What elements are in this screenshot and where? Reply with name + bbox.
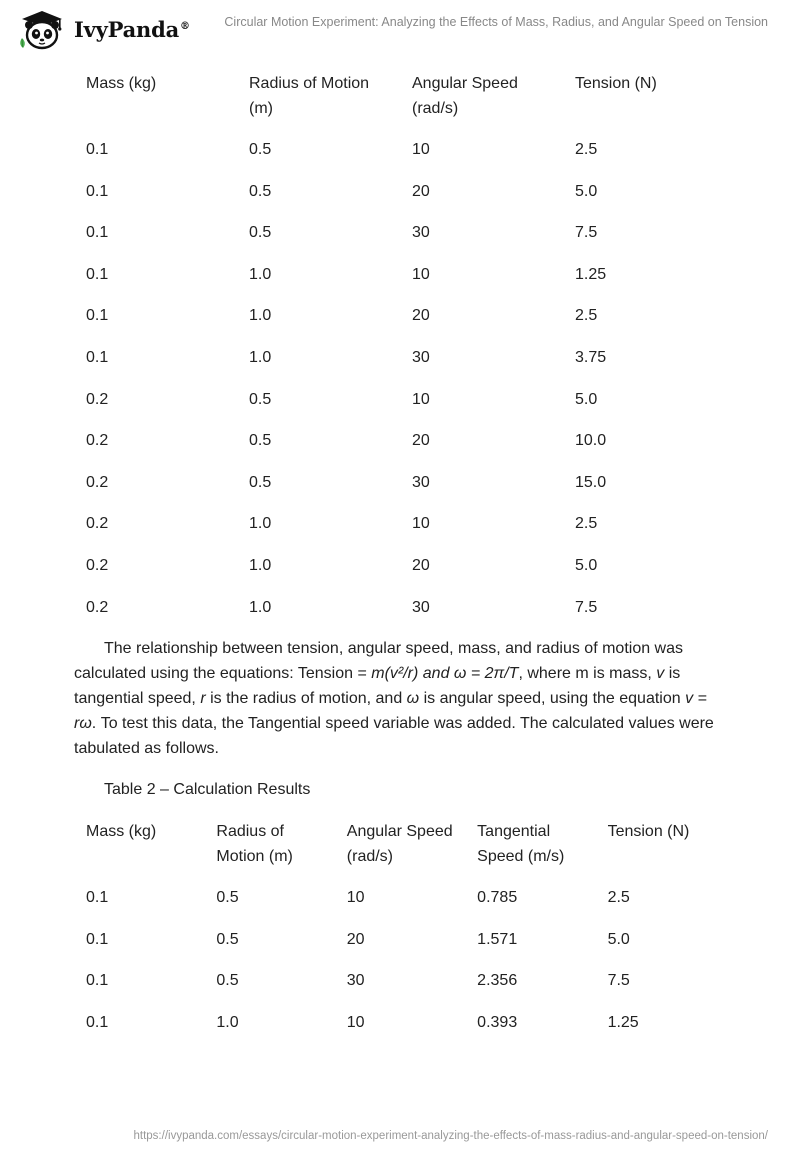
document-title: Circular Motion Experiment: Analyzing the Effects of Mass, Radius, and Angular Speed on Tension (224, 15, 768, 29)
table-cell: 1.0 (249, 265, 272, 283)
table-row (74, 511, 726, 553)
table-cell: 20 (412, 432, 430, 450)
registered-mark: ® (180, 20, 190, 32)
table-row (74, 885, 726, 927)
table-cell: 0.393 (477, 1013, 518, 1031)
table-cell: 0.5 (249, 473, 272, 491)
table-cell: 0.5 (216, 930, 239, 948)
table-row (74, 470, 726, 512)
table-cell: 20 (346, 930, 365, 948)
table-cell: 1.0 (249, 556, 272, 574)
text-run: The relationship between tension, angular speed, mass, and radius of motion was calculated using the equations: Tension = (74, 640, 684, 682)
table-cell: 0.1 (86, 889, 109, 906)
header-cell: Angular Speed (rad/s) (346, 823, 453, 865)
table-cell: 0.1 (86, 972, 109, 990)
table-cell: 0.1 (86, 224, 109, 242)
table-cell: 2.5 (575, 515, 598, 533)
table-cell: 0.2 (86, 390, 109, 408)
table-cell: 0.1 (86, 930, 109, 948)
table-cell: 1.0 (216, 1013, 239, 1031)
logo-wordmark (74, 17, 190, 42)
table-cell: 10.0 (575, 432, 607, 450)
table-body (74, 885, 726, 1051)
table-row (74, 262, 726, 304)
ivypanda-logo[interactable] (16, 8, 190, 50)
header-cell: Tension (N) (575, 75, 657, 92)
table-cell: 1.571 (477, 930, 518, 948)
table-cell: 1.0 (249, 307, 272, 325)
table-cell: 0.2 (86, 515, 109, 533)
header-cell: Radius of Motion (m) (249, 75, 370, 117)
logo-text: IvyPanda (74, 16, 180, 42)
table-cell: 0.1 (86, 307, 109, 325)
table-cell: 0.1 (86, 265, 109, 283)
table-cell: 30 (412, 598, 430, 616)
table-cell: 0.5 (216, 972, 239, 990)
table-cell: 5.0 (575, 556, 598, 574)
table-row (74, 345, 726, 387)
table-cell: 5.0 (575, 390, 598, 408)
table-cell: 7.5 (575, 598, 598, 616)
tension-equation: m(v²/r) and ω = 2π/T (371, 665, 519, 682)
table-row (74, 179, 726, 221)
table-cell: 2.5 (607, 889, 630, 906)
table-cell: 10 (346, 889, 365, 906)
table-cell: 10 (412, 141, 430, 158)
table-cell: 1.0 (249, 348, 272, 366)
table-row (74, 137, 726, 179)
table-row (74, 968, 726, 1010)
table-row (74, 387, 726, 429)
table-cell: 1.25 (575, 265, 607, 283)
text-run: is tangential speed, (74, 665, 681, 707)
table-cell: 7.5 (575, 224, 598, 242)
header-cell: Tangential Speed (m/s) (477, 823, 565, 865)
table-cell: 1.0 (249, 515, 272, 533)
speed-equation: v = rω (74, 690, 707, 732)
table-cell: 0.1 (86, 348, 109, 366)
header-cell: Radius of Motion (m) (216, 823, 293, 865)
table-cell: 0.2 (86, 556, 109, 574)
table-cell: 2.356 (477, 972, 518, 990)
table-cell: 1.0 (249, 598, 272, 616)
header-cell: Angular Speed (rad/s) (412, 75, 518, 117)
table-cell: 2.5 (575, 307, 598, 325)
table-cell: 0.1 (86, 182, 109, 200)
table-cell: 0.1 (86, 141, 109, 158)
table-cell: 3.75 (575, 348, 607, 366)
text-run: , where m is mass, (518, 665, 657, 682)
table-header-row (74, 71, 726, 137)
source-url[interactable]: https://ivypanda.com/essays/circular-motion-experiment-analyzing-the-effects-of-mass-radius-and-angular-speed-on-tension/ (133, 1130, 768, 1142)
header-cell: Mass (kg) (86, 75, 157, 92)
table-row (74, 553, 726, 595)
table-body (74, 137, 726, 636)
header-cell: Mass (kg) (86, 823, 157, 840)
text-run: is the radius of motion, and (205, 690, 407, 707)
calculation-results-table (74, 819, 726, 1051)
body-paragraph (74, 636, 730, 761)
table-cell: 20 (412, 182, 430, 200)
table-row (74, 595, 726, 637)
table-cell: 1.25 (607, 1013, 639, 1031)
var-v: v (656, 665, 665, 682)
table-cell: 0.2 (86, 598, 109, 616)
table-caption: Table 2 – Calculation Results (104, 781, 311, 798)
table-cell: 5.0 (575, 182, 598, 200)
table-cell: 30 (412, 348, 430, 366)
table-cell: 10 (412, 515, 430, 533)
table-cell: 0.2 (86, 432, 109, 450)
text-run: is angular speed, using the equation (419, 690, 686, 707)
text-run: . To test this data, the Tangential speed variable was added. The calculated values were tabulated as follows. (74, 715, 714, 757)
table-cell: 7.5 (607, 972, 630, 990)
table-row (74, 927, 726, 969)
table-cell: 20 (412, 307, 430, 325)
measurement-table (74, 71, 726, 636)
page-header (0, 0, 800, 60)
table-cell: 0.5 (216, 889, 239, 906)
table-cell: 0.1 (86, 1013, 109, 1031)
table-cell: 0.5 (249, 141, 272, 158)
table-row (74, 1010, 726, 1052)
table-cell: 30 (412, 473, 430, 491)
header-cell: Tension (N) (607, 823, 690, 840)
table-header-row (74, 819, 726, 885)
table-cell: 0.5 (249, 432, 272, 450)
panda-graduate-icon (16, 8, 68, 50)
table-cell: 20 (412, 556, 430, 574)
table-row (74, 428, 726, 470)
table-cell: 0.5 (249, 390, 272, 408)
table-cell: 15.0 (575, 473, 607, 491)
table-cell: 30 (346, 972, 365, 990)
table-cell: 0.785 (477, 889, 518, 906)
table-cell: 10 (412, 265, 430, 283)
table-cell: 10 (412, 390, 430, 408)
table-row (74, 303, 726, 345)
table-cell: 10 (346, 1013, 365, 1031)
table-cell: 0.2 (86, 473, 109, 491)
var-omega: ω (406, 690, 420, 707)
table-cell: 30 (412, 224, 430, 242)
var-r: r (200, 690, 206, 707)
table-cell: 2.5 (575, 141, 598, 158)
table-cell: 5.0 (607, 930, 630, 948)
table-cell: 0.5 (249, 182, 272, 200)
table-cell: 0.5 (249, 224, 272, 242)
table-row (74, 220, 726, 262)
